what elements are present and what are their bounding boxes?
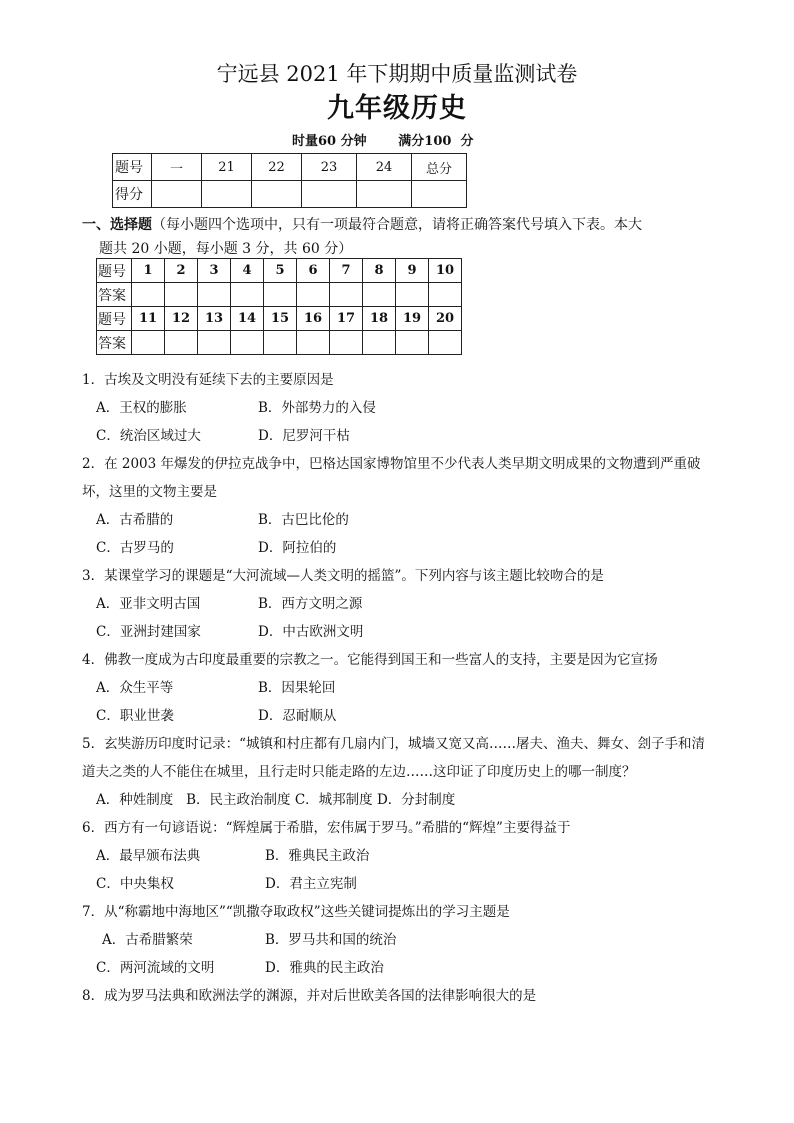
answer-num: 6	[297, 259, 330, 283]
question-5-cont: 道夫之类的人不能住在城里，且行走时只能走路的左边……这印证了印度历史上的哪一制度？	[82, 764, 636, 780]
answer-num-label: 题号	[97, 259, 132, 283]
answer-num: 4	[231, 259, 264, 283]
score-header-cell: 一	[152, 154, 202, 181]
option-2b: B．古巴比伦的	[258, 512, 349, 528]
option-3c: C．亚洲封建国家	[96, 624, 201, 640]
options-5: A．种姓制度 B．民主政治制度 C．城邦制度 D．分封制度	[96, 792, 456, 808]
answer-cell[interactable]	[396, 283, 429, 307]
answer-cell[interactable]	[363, 283, 396, 307]
answer-num: 5	[264, 259, 297, 283]
answer-cell[interactable]	[132, 331, 165, 355]
option-3d: D．中古欧洲文明	[258, 624, 364, 640]
answer-num: 2	[165, 259, 198, 283]
question-7: 7．从“称霸地中海地区”“凯撒夺取政权”这些关键词提炼出的学习主题是	[82, 904, 510, 920]
answer-num: 10	[429, 259, 462, 283]
score-header-cell: 题号	[113, 154, 152, 181]
question-4: 4．佛教一度成为古印度最重要的宗教之一。它能得到国王和一些富人的支持，主要是因为它宣扬	[82, 652, 658, 668]
answer-cell[interactable]	[297, 283, 330, 307]
option-6b: B．雅典民主政治	[265, 848, 370, 864]
question-5: 5．玄奘游历印度时记录：“城镇和村庄都有几扇内门，城墙又宽又高……屠夫、渔夫、舞女、刽子手和清	[82, 736, 705, 752]
option-6c: C．中央集权	[96, 876, 174, 892]
option-3a: A．亚非文明古国	[96, 596, 201, 612]
exam-meta: 时量60 分钟 满分100 分	[292, 134, 474, 149]
option-6a: A．最早颁布法典	[96, 848, 201, 864]
answer-cell[interactable]	[264, 283, 297, 307]
option-4b: B．因果轮回	[258, 680, 336, 696]
answer-cell[interactable]	[198, 283, 231, 307]
answer-table	[96, 258, 462, 355]
subject-title: 九年级历史	[327, 93, 467, 124]
answer-label: 答案	[97, 331, 132, 355]
score-cell[interactable]	[252, 181, 302, 208]
score-header-cell: 24	[357, 154, 412, 181]
answer-cell[interactable]	[297, 331, 330, 355]
option-2a: A．古希腊的	[96, 512, 174, 528]
option-7d: D．雅典的民主政治	[265, 960, 384, 976]
answer-num: 16	[297, 307, 330, 331]
answer-num: 12	[165, 307, 198, 331]
answer-cell[interactable]	[429, 283, 462, 307]
question-8: 8．成为罗马法典和欧洲法学的渊源，并对后世欧美各国的法律影响很大的是	[82, 988, 537, 1004]
answer-cell[interactable]	[231, 283, 264, 307]
option-3b: B．西方文明之源	[258, 596, 363, 612]
option-2c: C．古罗马的	[96, 540, 174, 556]
score-header-cell: 23	[302, 154, 357, 181]
answer-cell[interactable]	[165, 331, 198, 355]
option-7c: C．两河流域的文明	[96, 960, 215, 976]
score-cell[interactable]	[202, 181, 252, 208]
section1-instruction: （每小题四个选项中，只有一项最符合题意，请将正确答案代号填入下表。本大	[152, 217, 642, 233]
answer-cell[interactable]	[330, 331, 363, 355]
answer-num-label: 题号	[97, 307, 132, 331]
score-row-label: 得分	[113, 181, 152, 208]
answer-num: 3	[198, 259, 231, 283]
question-3: 3．某课堂学习的课题是“大河流域—人类文明的摇篮”。下列内容与该主题比较吻合的是	[82, 568, 604, 584]
answer-cell[interactable]	[198, 331, 231, 355]
score-header-cell: 总分	[412, 154, 467, 181]
question-6: 6．西方有一句谚语说：“辉煌属于希腊，宏伟属于罗马。”希腊的“辉煌”主要得益于	[82, 820, 571, 836]
section1-heading: 一、选择题	[82, 217, 152, 233]
option-1b: B．外部势力的入侵	[258, 400, 376, 416]
option-4c: C．职业世袭	[96, 708, 174, 724]
answer-cell[interactable]	[231, 331, 264, 355]
option-6d: D．君主立宪制	[265, 876, 357, 892]
question-1: 1．古埃及文明没有延续下去的主要原因是	[82, 372, 334, 388]
answer-cell[interactable]	[429, 331, 462, 355]
answer-cell[interactable]	[165, 283, 198, 307]
option-4a: A．众生平等	[96, 680, 174, 696]
option-7a: A．古希腊繁荣	[102, 932, 193, 948]
answer-num: 1	[132, 259, 165, 283]
answer-num: 19	[396, 307, 429, 331]
answer-num: 13	[198, 307, 231, 331]
question-2: 2．在 2003 年爆发的伊拉克战争中，巴格达国家博物馆里不少代表人类早期文明成果的文物遭到严重破	[82, 456, 701, 472]
answer-cell[interactable]	[363, 331, 396, 355]
answer-cell[interactable]	[264, 331, 297, 355]
answer-num: 11	[132, 307, 165, 331]
score-cell[interactable]	[152, 181, 202, 208]
section1-instruction-cont: 题共 20 小题，每小题 3 分，共 60 分）	[99, 241, 353, 257]
exam-title: 宁远县 2021 年下期期中质量监测试卷	[216, 62, 578, 86]
answer-num: 14	[231, 307, 264, 331]
answer-num: 15	[264, 307, 297, 331]
section1-header	[82, 213, 722, 261]
answer-num: 9	[396, 259, 429, 283]
score-header-cell: 22	[252, 154, 302, 181]
answer-cell[interactable]	[396, 331, 429, 355]
option-4d: D．忍耐顺从	[258, 708, 337, 724]
score-header-cell: 21	[202, 154, 252, 181]
answer-cell[interactable]	[330, 283, 363, 307]
score-cell[interactable]	[302, 181, 357, 208]
question-2-cont: 坏，这里的文物主要是	[82, 484, 217, 500]
option-7b: B．罗马共和国的统治	[265, 932, 397, 948]
option-2d: D．阿拉伯的	[258, 540, 337, 556]
option-1a: A．王权的膨胀	[96, 400, 187, 416]
option-1c: C．统治区域过大	[96, 428, 201, 444]
score-cell[interactable]	[357, 181, 412, 208]
answer-label: 答案	[97, 283, 132, 307]
answer-cell[interactable]	[132, 283, 165, 307]
answer-num: 18	[363, 307, 396, 331]
answer-num: 7	[330, 259, 363, 283]
score-table	[112, 153, 467, 208]
score-cell[interactable]	[412, 181, 467, 208]
answer-num: 17	[330, 307, 363, 331]
answer-num: 8	[363, 259, 396, 283]
option-1d: D．尼罗河干枯	[258, 428, 350, 444]
answer-num: 20	[429, 307, 462, 331]
